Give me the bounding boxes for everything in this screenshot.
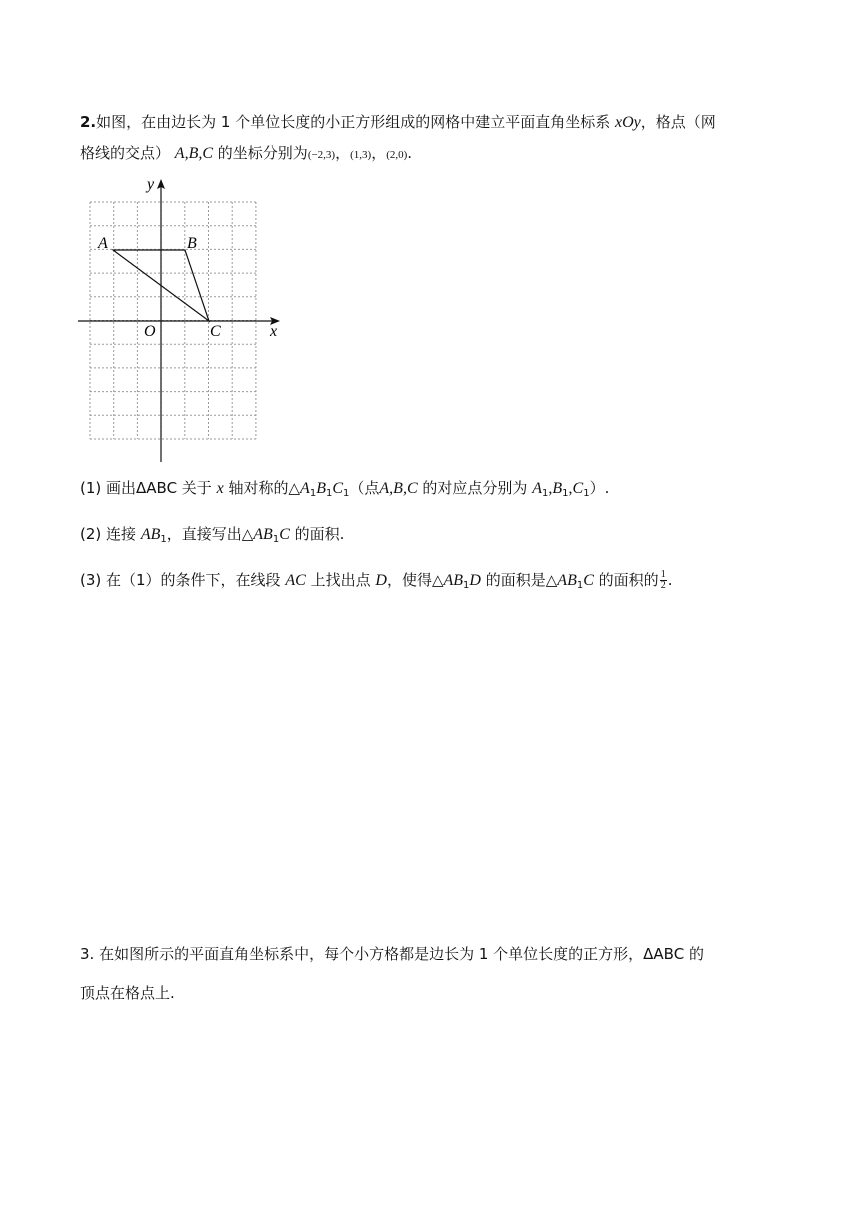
q2-intro-4: 的坐标分别为 — [217, 144, 308, 162]
sub1-paren-3: ）. — [589, 479, 610, 497]
sub1-sub-c: 1 — [343, 488, 350, 499]
sub2-seg: AB — [140, 526, 161, 543]
sub1-ans-sub-b: 1 — [562, 488, 569, 499]
q2-intro-2: ，格点（网 — [640, 113, 716, 131]
label-y: y — [147, 176, 155, 193]
sub3-mid3: 的面积是△ — [485, 571, 558, 589]
sub1-tri-b: B — [316, 480, 326, 497]
sub3-prefix: (3) 在（1）的条件下，在线段 — [80, 571, 281, 589]
sub2-mid: ，直接写出△ — [166, 525, 254, 543]
q2-line-2 — [80, 143, 412, 165]
sub-question-3: (3) 在（1）的条件下，在线段 AC 上找出点 D，使得$\triangle AB_1D$ 的面积是$\triangle AB_1C$ 的面积的 $\frac{1}{2}$ . — [80, 569, 673, 591]
q2-coord-c: (2,0) — [386, 149, 408, 161]
sub3-tri2-ab: AB — [557, 572, 577, 589]
sub1-paren-2: 的对应点分别为 — [422, 479, 528, 497]
sub2-tri-sub: 1 — [272, 534, 280, 545]
label-origin: O — [144, 323, 156, 340]
sub3-end: . — [667, 571, 673, 589]
sub3-mid2: ，使得△ — [386, 571, 444, 589]
coordinate-grid-figure — [76, 174, 286, 464]
sub1-ans-a: A — [532, 480, 542, 497]
sub-question-1: (1) 画出ΔABC 关于 x 轴对称的$\triangle A_1B_1C_1$（点A,B,C 的对应点分别为 $A_1,B_1,C_1$）. — [80, 479, 610, 499]
sub1-prefix: (1) 画出ΔABC 关于 — [80, 479, 212, 497]
label-b: B — [187, 235, 197, 252]
sub3-fraction — [660, 570, 667, 591]
sub1-points: A,B,C — [379, 480, 418, 497]
fraction-numerator: 1 — [660, 569, 666, 580]
q2-coord-a: (−2,3) — [307, 149, 336, 161]
sub1-axis: x — [216, 480, 224, 497]
sub1-ans-sub-c: 1 — [583, 488, 590, 499]
sub3-tri1-ab: AB — [443, 572, 464, 589]
sub1-sub-a: 1 — [309, 488, 317, 499]
q2-coordinate-system: xOy — [615, 114, 641, 131]
sub2-tri-ab: AB — [253, 526, 273, 543]
sub3-tri1-d: D — [469, 572, 481, 589]
q2-sep-2: ， — [371, 144, 387, 162]
q2-sep-1: ， — [335, 144, 351, 162]
sub2-seg-sub: 1 — [160, 534, 167, 545]
sub-question-2 — [80, 524, 344, 545]
fraction-denominator: 2 — [660, 580, 666, 591]
sub1-mid: 轴对称的△ — [228, 479, 301, 497]
sub1-tri-a: A — [300, 480, 310, 497]
q2-number: 2. — [80, 113, 97, 131]
sub1-ans-c: C — [572, 480, 584, 497]
sub2-tri-c: C — [279, 526, 290, 543]
sub1-ans-sub-a: 1 — [541, 488, 549, 499]
sub3-tri2-c: C — [583, 572, 594, 589]
sub3-mid1: 上找出点 — [310, 571, 371, 589]
q2-points-name: A,B,C — [174, 145, 214, 162]
sub3-point: D — [375, 572, 387, 589]
sub1-ans-b: B — [552, 480, 563, 497]
q2-line-1 — [80, 112, 716, 133]
q2-coord-b: (1,3) — [350, 149, 372, 161]
label-a: A — [98, 235, 108, 252]
sub2-prefix: (2) 连接 — [80, 525, 137, 543]
q2-intro-1: 如图，在由边长为 1 个单位长度的小正方形组成的网格中建立平面直角坐标系 — [96, 113, 611, 131]
q2-intro-3: 格线的交点） — [80, 144, 171, 162]
label-x: x — [270, 323, 278, 340]
sub1-tri-c: C — [332, 480, 344, 497]
sub3-mid4: 的面积的 — [598, 571, 659, 589]
sub3-seg: AC — [285, 572, 306, 589]
sub1-paren-1: （点 — [349, 479, 380, 497]
sub2-end: 的面积. — [294, 525, 345, 543]
sub1-sub-b: 1 — [325, 488, 333, 499]
q3-line-1: 3. 在如图所示的平面直角坐标系中，每个小方格都是边长为 1 个单位长度的正方形，ΔABC 的 — [80, 945, 704, 963]
q3-line-2: 顶点在格点上. — [80, 984, 175, 1002]
q2-end: . — [407, 144, 413, 162]
label-c: C — [210, 323, 221, 340]
